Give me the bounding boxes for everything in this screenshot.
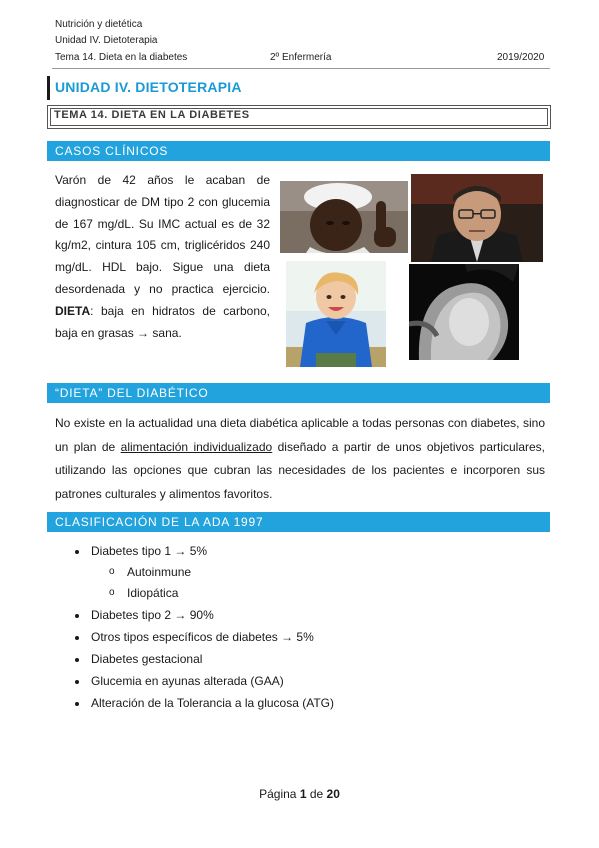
sub-bullet-icon: o (109, 566, 115, 577)
bullet-icon (75, 702, 79, 706)
footer-middle: de (306, 787, 327, 801)
photo-man-glasses-image (411, 174, 543, 262)
photo-man-turban-image (280, 181, 408, 253)
case-diet-text: : baja en hidratos de carbono, baja en grasas → sana. (55, 303, 270, 340)
footer-total-pages: 20 (326, 787, 340, 801)
header-course-year: 2º Enfermería (270, 52, 332, 63)
case-text: Varón de 42 años le acaban de diagnosticar de DM tipo 2 con glucemia de 167 mg/dL. Su IMC actual es de 32 kg/m2, cintura 105 cm, triglicéridos 240 mg/dL. HDL bajo. Sigue una dieta desordenada y no practica ejercicio. (55, 173, 270, 296)
diet-paragraph-intro: No existe en la actualidad una dieta diabética aplicable a todas personas con diabetes, sino un plan de (55, 416, 545, 454)
sub-item-idiopathic: Idiopática (127, 586, 179, 600)
sub-bullet-icon: o (109, 587, 115, 598)
list-item-type1: Diabetes tipo 1 → 5% (91, 544, 208, 558)
header-course: Nutrición y dietética (55, 19, 143, 30)
unit-title: UNIDAD IV. DIETOTERAPIA (55, 79, 242, 95)
header-unit: Unidad IV. Dietoterapia (55, 35, 158, 46)
photo-man-turban (280, 181, 408, 253)
photo-man-glasses (411, 174, 543, 262)
diet-paragraph-emphasis: alimentación individualizado (120, 439, 273, 454)
case-description (55, 170, 270, 344)
topic-title-box (47, 105, 551, 129)
header-academic-year: 2019/2020 (497, 52, 545, 63)
bullet-icon (75, 636, 79, 640)
list-item-type2: Diabetes tipo 2 → 90% (91, 608, 214, 622)
header-divider (52, 68, 550, 69)
page-footer (0, 787, 599, 801)
footer-current-page: 1 (299, 787, 307, 801)
list-item-gestational: Diabetes gestacional (91, 652, 203, 666)
bullet-icon (75, 614, 79, 618)
section-header-cases: CASOS CLÍNICOS (47, 141, 550, 161)
diet-paragraph-rest: diseñado a partir de unos objetivos particulares, utilizando las opciones que cubran las necesidades de los pacientes e incorporen sus patrones culturales y alimentos favoritos. (55, 439, 546, 501)
list-item-atg: Alteración de la Tolerancia a la glucosa (ATG) (91, 696, 335, 710)
sub-item-autoimmune: Autoinmune (127, 565, 192, 579)
header-topic: Tema 14. Dieta en la diabetes (55, 52, 188, 63)
case-diet-label: DIETA (55, 303, 91, 318)
section-header-classification: CLASIFICACIÓN DE LA ADA 1997 (47, 512, 550, 532)
photo-child-image (286, 261, 386, 367)
photo-pregnant-belly (409, 264, 519, 360)
photo-pregnant-belly-image (409, 264, 519, 360)
list-item-gaa: Glucemia en ayunas alterada (GAA) (91, 674, 284, 688)
diet-paragraph (55, 412, 545, 506)
bullet-icon (75, 658, 79, 662)
bullet-icon (75, 550, 79, 554)
bullet-icon (75, 680, 79, 684)
topic-title: TEMA 14. DIETA EN LA DIABETES (54, 109, 250, 121)
unit-title-accent (47, 76, 50, 100)
list-item-other-types: Otros tipos específicos de diabetes → 5% (91, 630, 314, 644)
footer-prefix: Página (259, 787, 300, 801)
section-header-diet: “DIETA” DEL DIABÉTICO (47, 383, 550, 403)
photo-child (286, 261, 386, 367)
